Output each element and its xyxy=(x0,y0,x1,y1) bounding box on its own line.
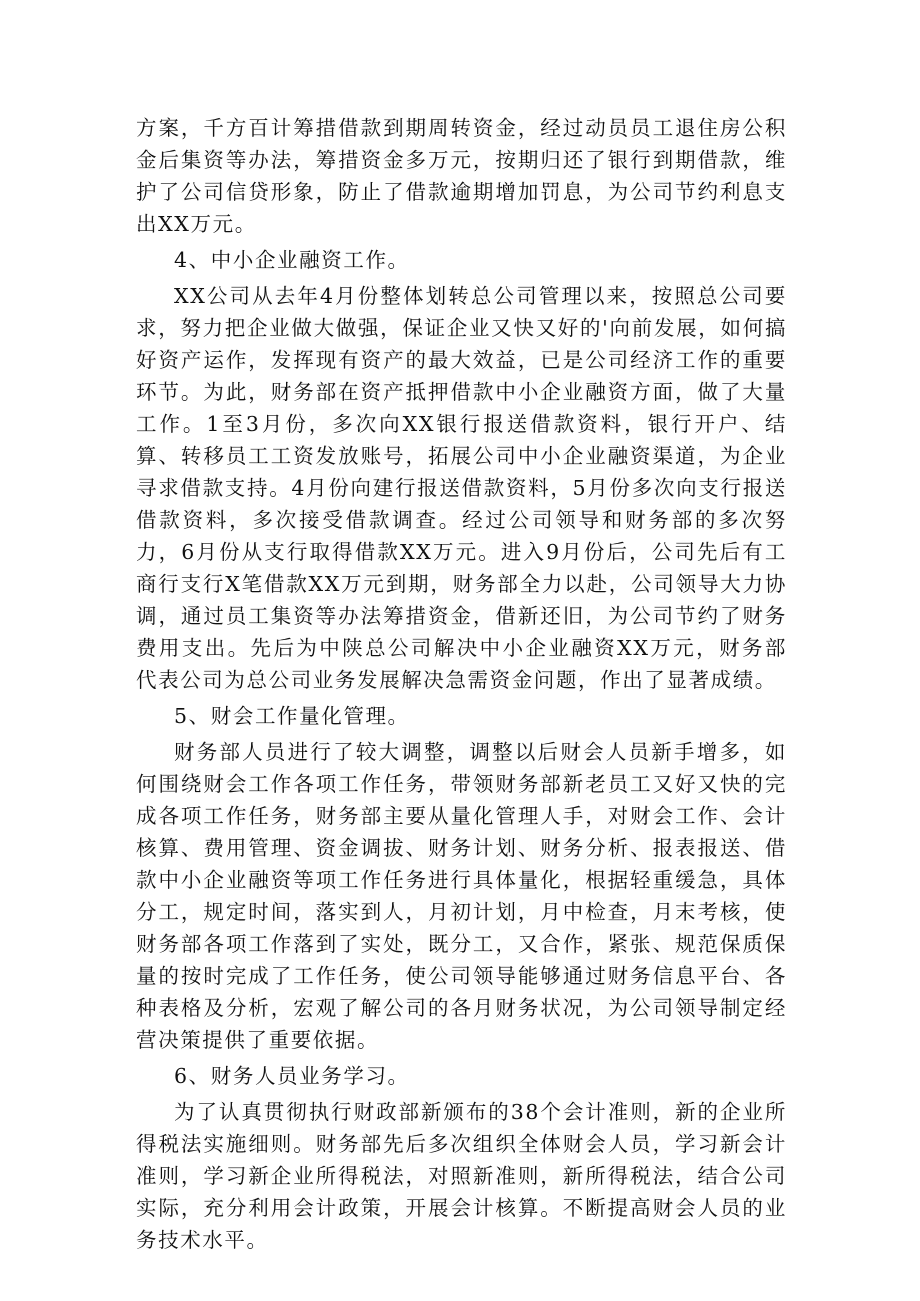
section-heading-sme-financing: 4、中小企业融资工作。 xyxy=(174,248,410,272)
paragraph-funding-continuation: 方案，千方百计筹措借款到期周转资金，经过动员员工退住房公积金后集资等办法，筹措资金多万元，按期归还了银行到期借款，维护了公司信贷形象，防止了借款逾期增加罚息，为公司节约利息支出XX万元。 xyxy=(136,116,787,236)
section-heading-staff-training: 6、财务人员业务学习。 xyxy=(174,1064,410,1088)
paragraph-sme-financing: XX公司从去年4月份整体划转总公司管理以来，按照总公司要求，努力把企业做大做强，保证企业又快又好的'向前发展，如何搞好资产运作，发挥现有资产的最大效益，已是公司经济工作的重要环节。为此，财务部在资产抵押借款中小企业融资方面，做了大量工作。1至3月份，多次向XX银行报送借款资料，银行开户、结算、转移员工工资发放账号，拓展公司中小企业融资渠道，为企业寻求借款支持。4月份向建行报送借款资料，5月份多次向支行报送借款资料，多次接受借款调查。经过公司领导和财务部的多次努力，6月份从支行取得借款XX万元。进入9月份后，公司先后有工商行支行X笔借款XX万元到期，财务部全力以赴，公司领导大力协调，通过员工集资等办法筹措资金，借新还旧，为公司节约了财务费用支出。先后为中陕总公司解决中小企业融资XX万元，财务部代表公司为总公司业务发展解决急需资金问题，作出了显著成绩。 xyxy=(136,284,787,692)
paragraph-quantified-management: 财务部人员进行了较大调整，调整以后财会人员新手增多，如何围绕财会工作各项工作任务，带领财务部新老员工又好又快的完成各项工作任务，财务部主要从量化管理人手，对财会工作、会计核算、费用管理、资金调拔、财务计划、财务分析、报表报送、借款中小企业融资等项工作任务进行具体量化，根据轻重缓急，具体分工，规定时间，落实到人，月初计划，月中检查，月末考核，使财务部各项工作落到了实处，既分工，又合作，紧张、规范保质保量的按时完成了工作任务，使公司领导能够通过财务信息平台、各种表格及分析，宏观了解公司的各月财务状况，为公司领导制定经营决策提供了重要依据。 xyxy=(136,740,787,1052)
paragraph-staff-training: 为了认真贯彻执行财政部新颁布的38个会计准则，新的企业所得税法实施细则。财务部先后多次组织全体财会人员，学习新会计准则，学习新企业所得税法，对照新准则，新所得税法，结合公司实际，充分利用会计政策，开展会计核算。不断提高财会人员的业务技术水平。 xyxy=(136,1100,787,1252)
section-heading-quantified-management: 5、财会工作量化管理。 xyxy=(174,704,410,728)
